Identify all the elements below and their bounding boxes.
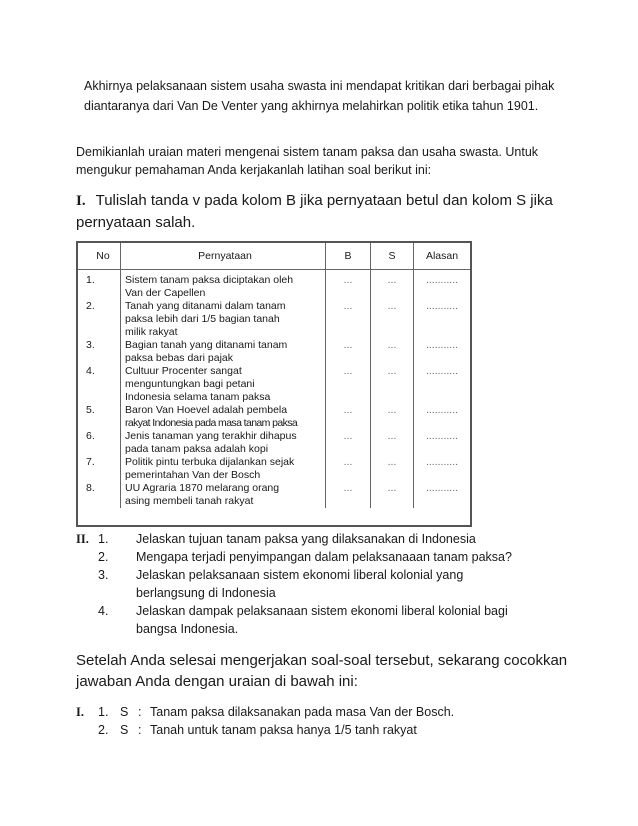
statement-line: Baron Van Hoevel adalah pembela <box>125 404 288 416</box>
answer-number: 1. <box>98 705 109 719</box>
row-alasan-blank: ........... <box>414 456 471 482</box>
row-s-blank: ... <box>371 339 414 365</box>
item-text: Jelaskan pelaksanaan sistem ekonomi liberal kolonial yang <box>136 568 464 582</box>
instruction-paragraph: Demikianlah uraian materi mengenai sistem tanam paksa dan usaha swasta. Untuk mengukur pemahaman Anda kerjakanlah latihan soal berikut ini: <box>76 145 539 177</box>
row-statement <box>121 270 326 301</box>
answer-key-letter: S <box>120 723 129 737</box>
row-b-blank: ... <box>326 365 371 404</box>
row-b-blank: ... <box>326 482 371 508</box>
table-row <box>78 430 470 456</box>
table-row <box>78 270 470 301</box>
section-2-item <box>76 602 576 620</box>
answer-section-number: I. <box>76 705 84 719</box>
row-s-blank: ... <box>371 430 414 456</box>
section-2-item <box>76 530 576 548</box>
statement-line: menguntungkan bagi petani <box>125 378 255 390</box>
row-number: 2. <box>86 300 95 312</box>
item-number: 4. <box>98 604 109 618</box>
row-s-blank: ... <box>371 482 414 508</box>
row-b-blank: ... <box>326 270 371 301</box>
statement-line: UU Agraria 1870 melarang orang <box>125 482 280 494</box>
answer-colon: : <box>138 723 142 737</box>
row-statement <box>121 430 326 456</box>
statement-line: Sistem tanam paksa diciptakan oleh <box>125 274 294 286</box>
header-s: S <box>371 243 414 270</box>
statement-line: asing membeli tanah rakyat <box>125 495 254 507</box>
statement-line: paksa lebih dari 1/5 bagian tanah <box>125 313 280 325</box>
item-text: Jelaskan dampak pelaksanaan sistem ekonomi liberal kolonial bagi <box>136 604 508 618</box>
table-row <box>78 300 470 339</box>
header-b: B <box>326 243 371 270</box>
row-b-blank: ... <box>326 430 371 456</box>
section-1-number: I. <box>76 193 86 209</box>
item-number: 1. <box>98 532 109 546</box>
section-1-text: Tulislah tanda v pada kolom B jika pernyataan betul dan kolom S jika pernyataan salah. <box>76 192 553 231</box>
statement-line: milik rakyat <box>125 326 178 338</box>
row-s-blank: ... <box>371 365 414 404</box>
row-number: 4. <box>86 365 95 377</box>
answer-text: Tanam paksa dilaksanakan pada masa Van der Bosch. <box>150 705 455 719</box>
row-statement <box>121 365 326 404</box>
row-statement <box>121 404 326 430</box>
statement-line: paksa bebas dari pajak <box>125 352 233 364</box>
statement-line: Politik pintu terbuka dijalankan sejak <box>125 456 295 468</box>
row-b-blank: ... <box>326 456 371 482</box>
table-row <box>78 482 470 508</box>
answer-colon: : <box>138 705 142 719</box>
statement-line: rakyat Indonesia pada masa tanam paksa <box>125 417 298 429</box>
row-alasan-blank: ........... <box>414 270 471 301</box>
row-b-blank: ... <box>326 404 371 430</box>
statement-line: Indonesia selama tanam paksa <box>125 391 271 403</box>
section-2-item <box>76 548 576 566</box>
row-b-blank: ... <box>326 300 371 339</box>
row-alasan-blank: ........... <box>414 430 471 456</box>
row-alasan-blank: ........... <box>414 404 471 430</box>
statement-line: Cultuur Procenter sangat <box>125 365 242 377</box>
header-pernyataan: Pernyataan <box>121 243 326 270</box>
row-statement <box>121 339 326 365</box>
row-number: 5. <box>86 404 95 416</box>
row-alasan-blank: ........... <box>414 482 471 508</box>
answer-key-letter: S <box>120 705 129 719</box>
row-b-blank: ... <box>326 339 371 365</box>
row-s-blank: ... <box>371 300 414 339</box>
row-alasan-blank: ........... <box>414 365 471 404</box>
row-number: 1. <box>86 274 95 286</box>
intro-paragraph: Akhirnya pelaksanaan sistem usaha swasta ini mendapat kritikan dari berbagai pihak diantaranya dari Van De Venter yang akhirnya melahirkan politik etika tahun 1901. <box>84 79 555 113</box>
answer-number: 2. <box>98 723 109 737</box>
row-alasan-blank: ........... <box>414 339 471 365</box>
row-statement <box>121 482 326 508</box>
statement-line: pemerintahan Van der Bosch <box>125 469 261 481</box>
table-header-row <box>78 243 470 270</box>
row-number: 7. <box>86 456 95 468</box>
row-number: 6. <box>86 430 95 442</box>
row-number: 3. <box>86 339 95 351</box>
section-2-number: II. <box>76 532 89 546</box>
statement-line: Bagian tanah yang ditanami tanam <box>125 339 288 351</box>
section-1-heading <box>76 190 576 233</box>
item-number: 3. <box>98 568 109 582</box>
answer-item <box>76 721 596 739</box>
closing-paragraph: Setelah Anda selesai mengerjakan soal-soal tersebut, sekarang cocokkan jawaban Anda dengan uraian di bawah ini: <box>76 652 568 690</box>
header-no: No <box>78 243 121 270</box>
row-number: 8. <box>86 482 95 494</box>
row-s-blank: ... <box>371 456 414 482</box>
item-text-continued: bangsa Indonesia. <box>136 622 239 636</box>
table-row <box>78 456 470 482</box>
item-text: Jelaskan tujuan tanam paksa yang dilaksanakan di Indonesia <box>136 532 476 546</box>
statement-line: Jenis tanaman yang terakhir dihapus <box>125 430 297 442</box>
section-2-item <box>76 566 576 584</box>
row-s-blank: ... <box>371 270 414 301</box>
answer-key <box>76 703 596 739</box>
table-row <box>78 365 470 404</box>
row-statement <box>121 456 326 482</box>
header-alasan: Alasan <box>414 243 471 270</box>
answer-item <box>76 703 596 721</box>
table-row <box>78 339 470 365</box>
statement-table <box>76 241 472 527</box>
answer-text: Tanah untuk tanam paksa hanya 1/5 tanh rakyat <box>150 723 417 737</box>
item-text: Mengapa terjadi penyimpangan dalam pelaksanaaan tanam paksa? <box>136 550 512 564</box>
statement-line: Tanah yang ditanami dalam tanam <box>125 300 286 312</box>
row-s-blank: ... <box>371 404 414 430</box>
row-alasan-blank: ........... <box>414 300 471 339</box>
statement-line: Van der Capellen <box>125 287 206 299</box>
item-text-continued: berlangsung di Indonesia <box>136 586 276 600</box>
statement-line: pada tanam paksa adalah kopi <box>125 443 269 455</box>
item-number: 2. <box>98 550 109 564</box>
row-statement <box>121 300 326 339</box>
section-2 <box>76 530 576 638</box>
table-row <box>78 404 470 430</box>
